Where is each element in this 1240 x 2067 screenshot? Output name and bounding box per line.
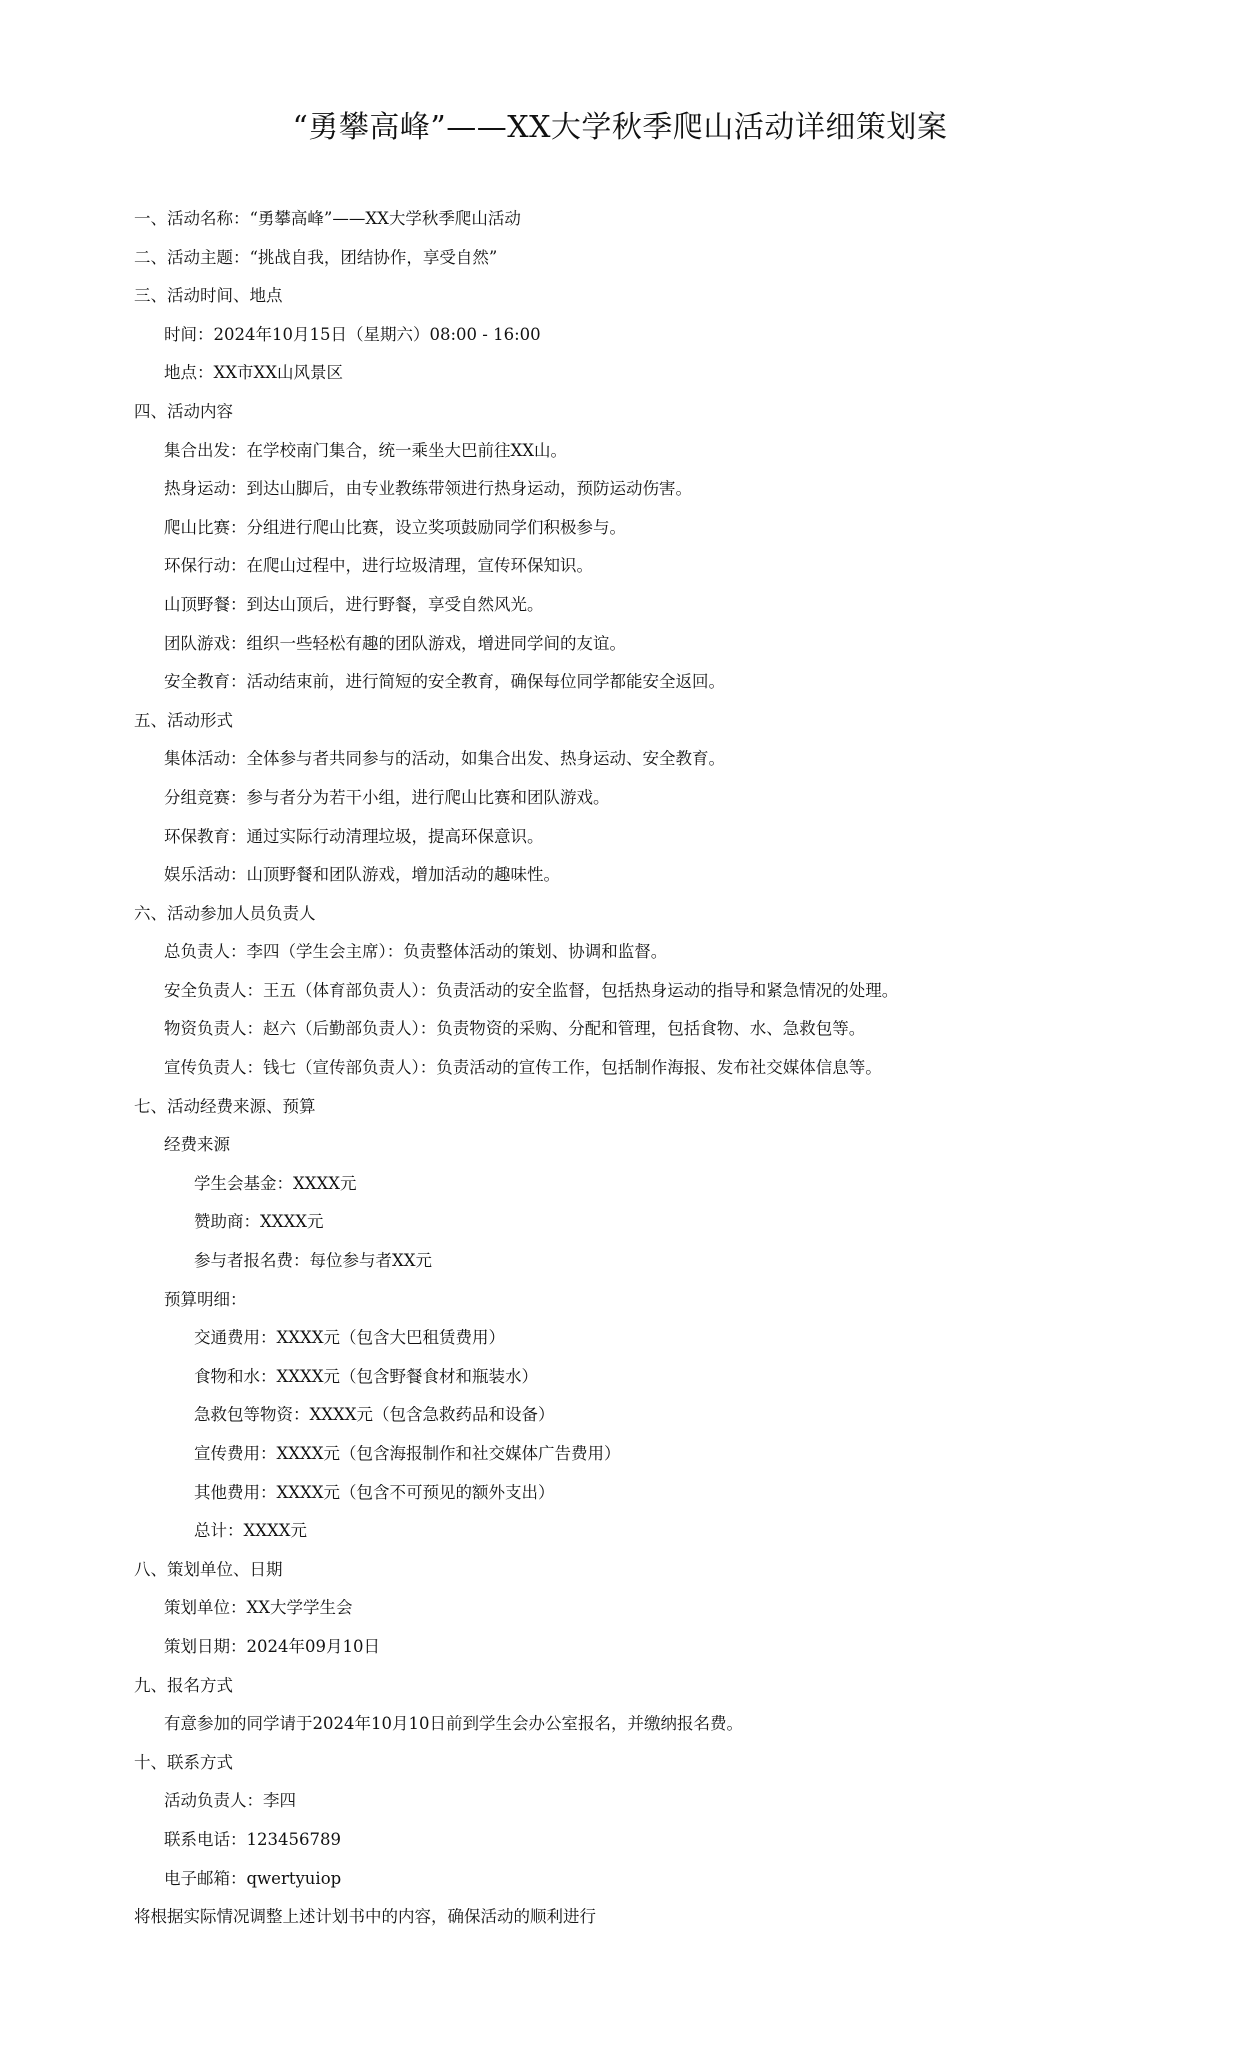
staff-item: 物资负责人：赵六（后勤部负责人）：负责物资的采购、分配和管理，包括食物、水、急救包等。 xyxy=(164,1019,866,1039)
content-item: 安全教育：活动结束前，进行简短的安全教育，确保每位同学都能安全返回。 xyxy=(164,672,725,692)
budget-item: 急救包等物资：XXXX元（包含急救药品和设备） xyxy=(194,1405,555,1425)
funding-heading: 经费来源 xyxy=(164,1135,230,1155)
section-3-heading: 三、活动时间、地点 xyxy=(134,286,283,306)
content-item: 团队游戏：组织一些轻松有趣的团队游戏，增进同学间的友谊。 xyxy=(164,633,626,653)
format-item: 环保教育：通过实际行动清理垃圾，提高环保意识。 xyxy=(164,826,544,846)
registration-text: 有意参加的同学请于2024年10月10日前到学生会办公室报名，并缴纳报名费。 xyxy=(164,1714,743,1734)
closing-note: 将根据实际情况调整上述计划书中的内容，确保活动的顺利进行 xyxy=(134,1907,596,1927)
section-1-activity-name: 一、活动名称：“勇攀高峰”——XX大学秋季爬山活动 xyxy=(134,209,521,228)
section-2-theme: 二、活动主题：“挑战自我，团结协作，享受自然” xyxy=(134,247,498,267)
funding-item: 赞助商：XXXX元 xyxy=(194,1212,324,1232)
content-item: 山顶野餐：到达山顶后，进行野餐，享受自然风光。 xyxy=(164,594,544,614)
funding-item: 参与者报名费：每位参与者XX元 xyxy=(194,1251,432,1271)
activity-place: 地点：XX市XX山风景区 xyxy=(164,363,343,383)
budget-item: 其他费用：XXXX元（包含不可预见的额外支出） xyxy=(194,1482,555,1502)
staff-item: 宣传负责人：钱七（宣传部负责人）：负责活动的宣传工作，包括制作海报、发布社交媒体信息等。 xyxy=(164,1058,882,1078)
budget-item: 食物和水：XXXX元（包含野餐食材和瓶装水） xyxy=(194,1366,538,1386)
budget-item: 宣传费用：XXXX元（包含海报制作和社交媒体广告费用） xyxy=(194,1444,621,1463)
budget-item: 交通费用：XXXX元（包含大巴租赁费用） xyxy=(194,1328,505,1348)
activity-time: 时间：2024年10月15日（星期六）08:00 - 16:00 xyxy=(164,324,541,344)
budget-total: 总计：XXXX元 xyxy=(194,1521,307,1541)
section-9-heading: 九、报名方式 xyxy=(134,1675,233,1695)
staff-item: 总负责人：李四（学生会主席）：负责整体活动的策划、协调和监督。 xyxy=(164,942,668,962)
contact-email: 电子邮箱：qwertyuiop xyxy=(164,1868,342,1888)
contact-person: 活动负责人：李四 xyxy=(164,1791,296,1811)
section-5-heading: 五、活动形式 xyxy=(134,710,233,730)
contact-phone: 联系电话：123456789 xyxy=(164,1829,341,1849)
document-title: “勇攀高峰”——XX大学秋季爬山活动详细策划案 xyxy=(292,110,948,145)
section-8-heading: 八、策划单位、日期 xyxy=(134,1559,283,1579)
content-item: 爬山比赛：分组进行爬山比赛，设立奖项鼓励同学们积极参与。 xyxy=(164,517,626,537)
planning-date: 策划日期：2024年09月10日 xyxy=(164,1636,380,1656)
document-body xyxy=(134,200,1134,1937)
section-4-heading: 四、活动内容 xyxy=(134,401,233,421)
content-item: 集合出发：在学校南门集合，统一乘坐大巴前往XX山。 xyxy=(164,440,567,460)
section-7-heading: 七、活动经费来源、预算 xyxy=(134,1096,316,1116)
section-10-heading: 十、联系方式 xyxy=(134,1752,233,1772)
content-item: 热身运动：到达山脚后，由专业教练带领进行热身运动，预防运动伤害。 xyxy=(164,479,692,499)
format-item: 娱乐活动：山顶野餐和团队游戏，增加活动的趣味性。 xyxy=(164,865,560,885)
format-item: 分组竞赛：参与者分为若干小组，进行爬山比赛和团队游戏。 xyxy=(164,787,610,807)
format-item: 集体活动：全体参与者共同参与的活动，如集合出发、热身运动、安全教育。 xyxy=(164,749,725,769)
section-6-heading: 六、活动参加人员负责人 xyxy=(134,903,316,923)
planning-unit: 策划单位：XX大学学生会 xyxy=(164,1598,353,1618)
content-item: 环保行动：在爬山过程中，进行垃圾清理，宣传环保知识。 xyxy=(164,556,593,576)
budget-heading: 预算明细： xyxy=(164,1289,247,1309)
funding-item: 学生会基金：XXXX元 xyxy=(194,1173,357,1193)
staff-item: 安全负责人：王五（体育部负责人）：负责活动的安全监督，包括热身运动的指导和紧急情况的处理。 xyxy=(164,980,899,1000)
